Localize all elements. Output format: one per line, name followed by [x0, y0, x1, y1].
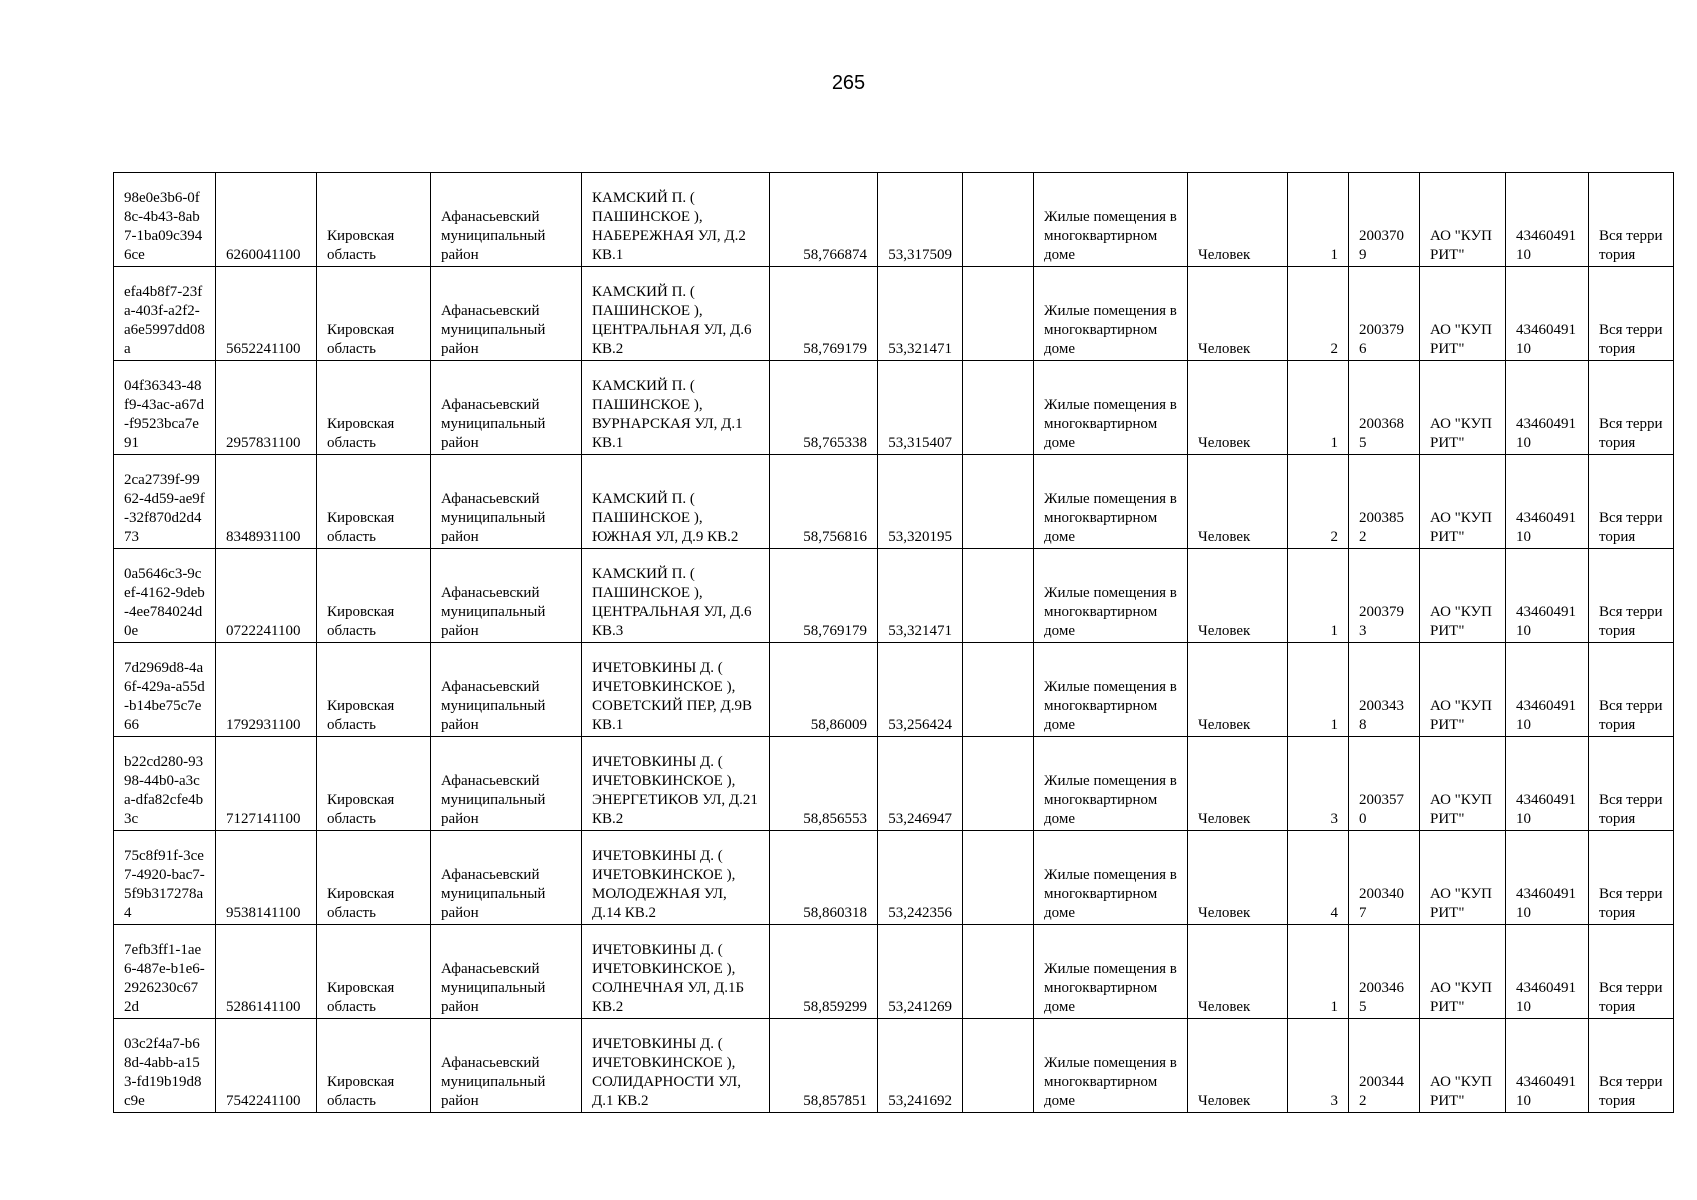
- cell-organization: АО "КУПРИТ": [1420, 267, 1506, 361]
- cell-empty: [963, 361, 1034, 455]
- cell-code: 6260041100: [216, 173, 317, 267]
- cell-account: 2003570: [1349, 737, 1420, 831]
- cell-quantity: 1: [1288, 361, 1349, 455]
- cell-unit: Человек: [1188, 173, 1288, 267]
- cell-id: 98e0e3b6-0f8c-4b43-8ab7-1ba09c3946ce: [114, 173, 216, 267]
- cell-empty: [963, 267, 1034, 361]
- cell-latitude: 58,756816: [770, 455, 878, 549]
- cell-district: Афанасьевский муниципальный район: [431, 643, 582, 737]
- cell-quantity: 2: [1288, 455, 1349, 549]
- table-row: [114, 361, 1674, 455]
- cell-empty: [963, 925, 1034, 1019]
- cell-latitude: 58,765338: [770, 361, 878, 455]
- cell-unit: Человек: [1188, 737, 1288, 831]
- cell-object-type: Жилые помещения в многоквартирном доме: [1034, 455, 1188, 549]
- cell-object-type: Жилые помещения в многоквартирном доме: [1034, 173, 1188, 267]
- cell-account: 2003442: [1349, 1019, 1420, 1113]
- cell-id: 2ca2739f-9962-4d59-ae9f-32f870d2d473: [114, 455, 216, 549]
- cell-organization: АО "КУПРИТ": [1420, 643, 1506, 737]
- table-row: [114, 831, 1674, 925]
- cell-longitude: 53,246947: [878, 737, 963, 831]
- cell-territory: Вся территория: [1589, 173, 1674, 267]
- cell-quantity: 1: [1288, 925, 1349, 1019]
- cell-inn: 4346049110: [1506, 361, 1589, 455]
- registry-rows: [114, 173, 1674, 1113]
- cell-district: Афанасьевский муниципальный район: [431, 361, 582, 455]
- cell-code: 9538141100: [216, 831, 317, 925]
- cell-district: Афанасьевский муниципальный район: [431, 549, 582, 643]
- cell-region: Кировская область: [317, 1019, 431, 1113]
- cell-organization: АО "КУПРИТ": [1420, 173, 1506, 267]
- table-row: [114, 267, 1674, 361]
- cell-latitude: 58,766874: [770, 173, 878, 267]
- cell-id: 03c2f4a7-b68d-4abb-a153-fd19b19d8c9e: [114, 1019, 216, 1113]
- cell-id: 7d2969d8-4a6f-429a-a55d-b14be75c7e66: [114, 643, 216, 737]
- cell-empty: [963, 1019, 1034, 1113]
- cell-object-type: Жилые помещения в многоквартирном доме: [1034, 643, 1188, 737]
- cell-territory: Вся территория: [1589, 831, 1674, 925]
- cell-empty: [963, 831, 1034, 925]
- cell-object-type: Жилые помещения в многоквартирном доме: [1034, 549, 1188, 643]
- cell-inn: 4346049110: [1506, 1019, 1589, 1113]
- cell-organization: АО "КУПРИТ": [1420, 737, 1506, 831]
- cell-account: 2003465: [1349, 925, 1420, 1019]
- cell-quantity: 3: [1288, 737, 1349, 831]
- cell-organization: АО "КУПРИТ": [1420, 925, 1506, 1019]
- cell-organization: АО "КУПРИТ": [1420, 361, 1506, 455]
- cell-region: Кировская область: [317, 267, 431, 361]
- cell-object-type: Жилые помещения в многоквартирном доме: [1034, 361, 1188, 455]
- cell-address: КАМСКИЙ П. ( ПАШИНСКОЕ ), ЮЖНАЯ УЛ, Д.9 КВ.2: [582, 455, 770, 549]
- cell-unit: Человек: [1188, 643, 1288, 737]
- cell-id: efa4b8f7-23fa-403f-a2f2-a6e5997dd08a: [114, 267, 216, 361]
- cell-address: ИЧЕТОВКИНЫ Д. ( ИЧЕТОВКИНСКОЕ ), МОЛОДЕЖНАЯ УЛ, Д.14 КВ.2: [582, 831, 770, 925]
- cell-longitude: 53,315407: [878, 361, 963, 455]
- table-row: [114, 925, 1674, 1019]
- cell-district: Афанасьевский муниципальный район: [431, 737, 582, 831]
- table-row: [114, 737, 1674, 831]
- cell-account: 2003709: [1349, 173, 1420, 267]
- cell-unit: Человек: [1188, 925, 1288, 1019]
- cell-district: Афанасьевский муниципальный район: [431, 925, 582, 1019]
- cell-territory: Вся территория: [1589, 643, 1674, 737]
- cell-code: 5652241100: [216, 267, 317, 361]
- cell-region: Кировская область: [317, 643, 431, 737]
- cell-longitude: 53,321471: [878, 267, 963, 361]
- cell-code: 7127141100: [216, 737, 317, 831]
- cell-address: ИЧЕТОВКИНЫ Д. ( ИЧЕТОВКИНСКОЕ ), СОВЕТСКИЙ ПЕР, Д.9В КВ.1: [582, 643, 770, 737]
- cell-district: Афанасьевский муниципальный район: [431, 831, 582, 925]
- cell-latitude: 58,769179: [770, 267, 878, 361]
- cell-region: Кировская область: [317, 831, 431, 925]
- cell-empty: [963, 455, 1034, 549]
- cell-address: ИЧЕТОВКИНЫ Д. ( ИЧЕТОВКИНСКОЕ ), СОЛНЕЧНАЯ УЛ, Д.1Б КВ.2: [582, 925, 770, 1019]
- cell-district: Афанасьевский муниципальный район: [431, 173, 582, 267]
- cell-object-type: Жилые помещения в многоквартирном доме: [1034, 831, 1188, 925]
- cell-longitude: 53,256424: [878, 643, 963, 737]
- cell-address: КАМСКИЙ П. ( ПАШИНСКОЕ ), ЦЕНТРАЛЬНАЯ УЛ, Д.6 КВ.3: [582, 549, 770, 643]
- cell-latitude: 58,859299: [770, 925, 878, 1019]
- cell-id: 0a5646c3-9cef-4162-9deb-4ee784024d0e: [114, 549, 216, 643]
- cell-unit: Человек: [1188, 267, 1288, 361]
- cell-unit: Человек: [1188, 1019, 1288, 1113]
- cell-quantity: 4: [1288, 831, 1349, 925]
- cell-district: Афанасьевский муниципальный район: [431, 1019, 582, 1113]
- cell-id: 04f36343-48f9-43ac-a67d-f9523bca7e91: [114, 361, 216, 455]
- cell-latitude: 58,86009: [770, 643, 878, 737]
- cell-longitude: 53,321471: [878, 549, 963, 643]
- cell-account: 2003852: [1349, 455, 1420, 549]
- cell-id: b22cd280-9398-44b0-a3ca-dfa82cfe4b3c: [114, 737, 216, 831]
- cell-address: КАМСКИЙ П. ( ПАШИНСКОЕ ), НАБЕРЕЖНАЯ УЛ, Д.2 КВ.1: [582, 173, 770, 267]
- cell-longitude: 53,317509: [878, 173, 963, 267]
- cell-code: 8348931100: [216, 455, 317, 549]
- cell-address: ИЧЕТОВКИНЫ Д. ( ИЧЕТОВКИНСКОЕ ), ЭНЕРГЕТИКОВ УЛ, Д.21 КВ.2: [582, 737, 770, 831]
- cell-inn: 4346049110: [1506, 267, 1589, 361]
- cell-longitude: 53,320195: [878, 455, 963, 549]
- cell-inn: 4346049110: [1506, 925, 1589, 1019]
- cell-address: ИЧЕТОВКИНЫ Д. ( ИЧЕТОВКИНСКОЕ ), СОЛИДАРНОСТИ УЛ, Д.1 КВ.2: [582, 1019, 770, 1113]
- cell-latitude: 58,857851: [770, 1019, 878, 1113]
- table-row: [114, 455, 1674, 549]
- cell-empty: [963, 737, 1034, 831]
- cell-code: 2957831100: [216, 361, 317, 455]
- cell-organization: АО "КУПРИТ": [1420, 455, 1506, 549]
- cell-unit: Человек: [1188, 831, 1288, 925]
- cell-quantity: 1: [1288, 549, 1349, 643]
- table-row: [114, 643, 1674, 737]
- cell-quantity: 1: [1288, 173, 1349, 267]
- cell-inn: 4346049110: [1506, 831, 1589, 925]
- cell-account: 2003407: [1349, 831, 1420, 925]
- cell-quantity: 3: [1288, 1019, 1349, 1113]
- cell-region: Кировская область: [317, 737, 431, 831]
- cell-region: Кировская область: [317, 549, 431, 643]
- cell-address: КАМСКИЙ П. ( ПАШИНСКОЕ ), ЦЕНТРАЛЬНАЯ УЛ, Д.6 КВ.2: [582, 267, 770, 361]
- cell-quantity: 2: [1288, 267, 1349, 361]
- cell-id: 75c8f91f-3ce7-4920-bac7-5f9b317278a4: [114, 831, 216, 925]
- cell-inn: 4346049110: [1506, 455, 1589, 549]
- cell-latitude: 58,856553: [770, 737, 878, 831]
- cell-region: Кировская область: [317, 925, 431, 1019]
- cell-account: 2003438: [1349, 643, 1420, 737]
- cell-account: 2003796: [1349, 267, 1420, 361]
- cell-territory: Вся территория: [1589, 455, 1674, 549]
- cell-longitude: 53,242356: [878, 831, 963, 925]
- cell-quantity: 1: [1288, 643, 1349, 737]
- cell-unit: Человек: [1188, 455, 1288, 549]
- cell-object-type: Жилые помещения в многоквартирном доме: [1034, 925, 1188, 1019]
- cell-object-type: Жилые помещения в многоквартирном доме: [1034, 737, 1188, 831]
- cell-region: Кировская область: [317, 173, 431, 267]
- cell-organization: АО "КУПРИТ": [1420, 1019, 1506, 1113]
- cell-empty: [963, 173, 1034, 267]
- cell-latitude: 58,769179: [770, 549, 878, 643]
- page-number: 265: [831, 72, 866, 94]
- cell-inn: 4346049110: [1506, 737, 1589, 831]
- cell-unit: Человек: [1188, 549, 1288, 643]
- cell-unit: Человек: [1188, 361, 1288, 455]
- table-row: [114, 549, 1674, 643]
- cell-code: 0722241100: [216, 549, 317, 643]
- cell-organization: АО "КУПРИТ": [1420, 831, 1506, 925]
- cell-empty: [963, 549, 1034, 643]
- cell-region: Кировская область: [317, 455, 431, 549]
- cell-longitude: 53,241269: [878, 925, 963, 1019]
- cell-territory: Вся территория: [1589, 737, 1674, 831]
- cell-code: 1792931100: [216, 643, 317, 737]
- table-row: [114, 173, 1674, 267]
- cell-empty: [963, 643, 1034, 737]
- cell-territory: Вся территория: [1589, 267, 1674, 361]
- cell-territory: Вся территория: [1589, 549, 1674, 643]
- cell-latitude: 58,860318: [770, 831, 878, 925]
- cell-account: 2003793: [1349, 549, 1420, 643]
- cell-territory: Вся территория: [1589, 925, 1674, 1019]
- cell-inn: 4346049110: [1506, 643, 1589, 737]
- cell-inn: 4346049110: [1506, 549, 1589, 643]
- cell-object-type: Жилые помещения в многоквартирном доме: [1034, 1019, 1188, 1113]
- cell-territory: Вся территория: [1589, 361, 1674, 455]
- cell-code: 7542241100: [216, 1019, 317, 1113]
- registry-table: [113, 172, 1674, 1113]
- cell-district: Афанасьевский муниципальный район: [431, 455, 582, 549]
- cell-region: Кировская область: [317, 361, 431, 455]
- cell-code: 5286141100: [216, 925, 317, 1019]
- cell-object-type: Жилые помещения в многоквартирном доме: [1034, 267, 1188, 361]
- cell-district: Афанасьевский муниципальный район: [431, 267, 582, 361]
- cell-inn: 4346049110: [1506, 173, 1589, 267]
- cell-longitude: 53,241692: [878, 1019, 963, 1113]
- table-row: [114, 1019, 1674, 1113]
- cell-address: КАМСКИЙ П. ( ПАШИНСКОЕ ), ВУРНАРСКАЯ УЛ, Д.1 КВ.1: [582, 361, 770, 455]
- cell-organization: АО "КУПРИТ": [1420, 549, 1506, 643]
- cell-territory: Вся территория: [1589, 1019, 1674, 1113]
- cell-id: 7efb3ff1-1ae6-487e-b1e6-2926230c672d: [114, 925, 216, 1019]
- cell-account: 2003685: [1349, 361, 1420, 455]
